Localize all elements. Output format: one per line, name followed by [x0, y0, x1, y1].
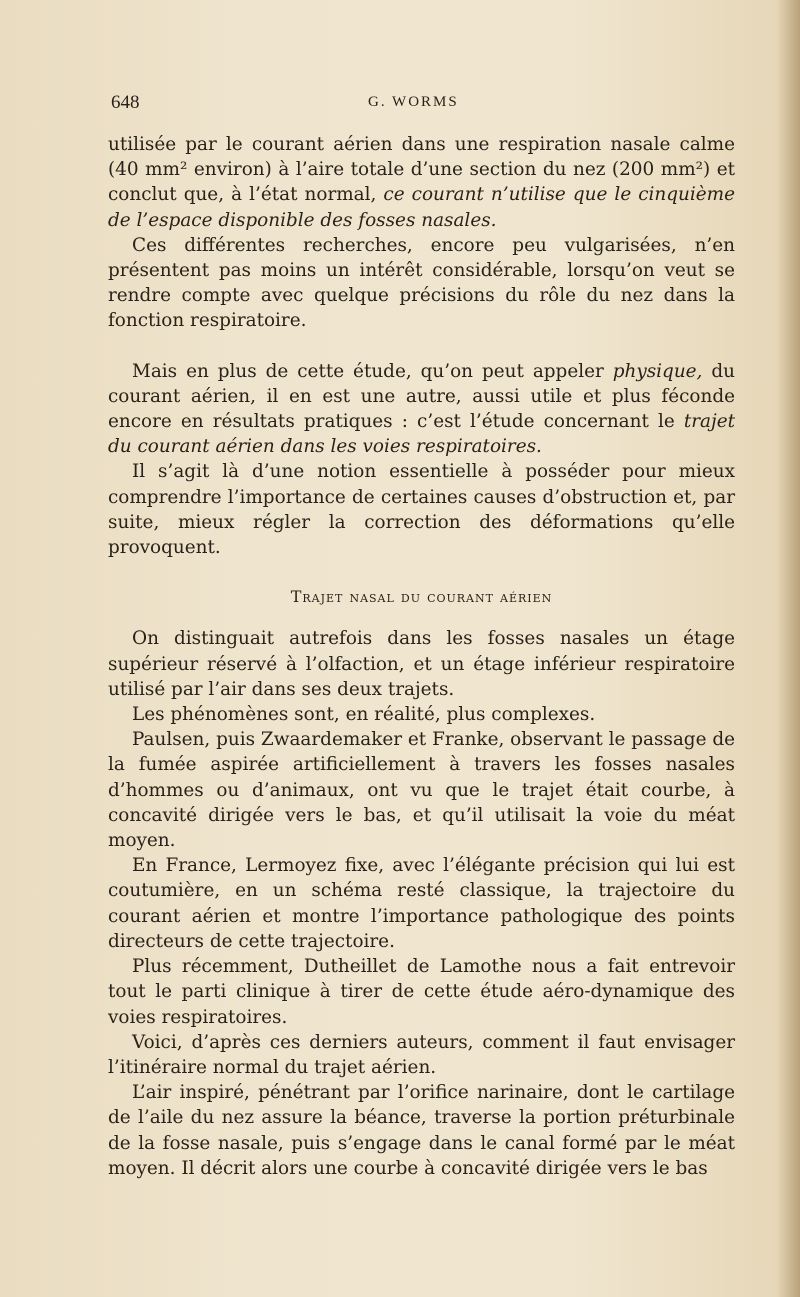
paragraph: Plus récemment, Dutheillet de Lamothe nous a fait entrevoir tout le parti clinique à tirer de cette étude aéro-dynamique des voies respiratoires.	[108, 956, 735, 1028]
page-header	[111, 92, 731, 118]
paragraph: Ces différentes recherches, encore peu vulgarisées, n’en présentent pas moins un intérêt considérable, lorsqu’on veut se rendre compte avec quelque précisions du rôle du nez dans la fonction respiratoire.	[108, 234, 735, 332]
body-text	[108, 132, 735, 1181]
paragraph: L’air inspiré, pénétrant par l’orifice narinaire, dont le cartilage de l’aile du nez assure la béance, traverse la portion préturbinale de la fosse nasale, puis s’engage dans le canal formé par le méat moyen. Il décrit alors une courbe à concavité dirigée vers le bas	[108, 1082, 735, 1179]
section-heading: Trajet nasal du courant aérien	[290, 587, 553, 607]
paragraph: utilisée par le courant aérien dans une respiration nasale calme (40 mm² environ) à l’aire totale d’une section du nez (200 mm²) et conclut que, à l’état normal, ce courant n’utilise que le cinquième de l’espace disponible des fosses nasales.	[108, 134, 735, 231]
paragraph: Il s’agit là d’une notion essentielle à posséder pour mieux comprendre l’importance de certaines causes d’obstruction et, par suite, mieux régler la correction des déformations qu’elle provoquent.	[108, 461, 735, 559]
paragraph: Voici, d’après ces derniers auteurs, comment il faut envisager l’itinéraire normal du trajet aérien.	[108, 1031, 735, 1078]
running-title: G. WORMS	[368, 94, 459, 110]
paragraph: En France, Lermoyez fixe, avec l’élégante précision qui lui est coutumière, en un schéma resté classique, la trajectoire du courant aérien et montre l’importance pathologique des points directeurs de cette trajectoire.	[108, 855, 735, 952]
paragraph: Les phénomènes sont, en réalité, plus complexes.	[132, 704, 596, 726]
page-number: 648	[111, 92, 140, 113]
paragraph: Paulsen, puis Zwaardemaker et Franke, observant le passage de la fumée aspirée artificiellement à travers les fosses nasales d’hommes ou d’animaux, ont vu que le trajet était courbe, à concavité dirigée vers le bas, et qu’il utilisait la voie du méat moyen.	[108, 729, 735, 852]
paragraph: On distinguait autrefois dans les fosses nasales un étage supérieur réservé à l’olfaction, et un étage inférieur respiratoire utilisé par l’air dans ses deux trajets.	[108, 628, 735, 700]
paragraph: Mais en plus de cette étude, qu’on peut appeler physique, du courant aérien, il en est une autre, aussi utile et plus féconde encore en résultats pratiques : c’est l’étude concernant le trajet du courant aérien dans les voies respiratoires.	[108, 360, 735, 458]
